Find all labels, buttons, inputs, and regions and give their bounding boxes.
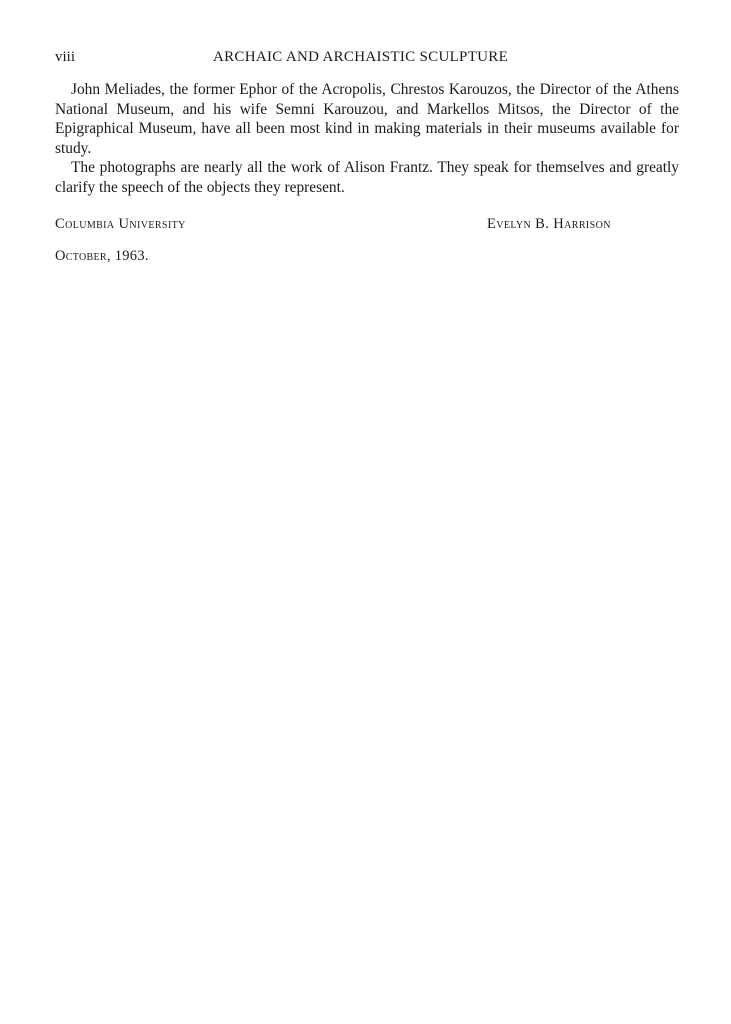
- author-name: Evelyn B. Harrison: [487, 215, 611, 232]
- paragraph-acknowledgments: John Meliades, the former Ephor of the Acropolis, Chrestos Karouzos, the Director of the Athens National Museum, and his wife Semni Karouzou, and Markellos Mitsos, the Director of the Epigraphical Museum, have all been most kind in making materials in their museums available for study.: [55, 81, 679, 157]
- signature-row: [55, 214, 679, 234]
- body-text: [55, 80, 679, 198]
- affiliation: Columbia University: [55, 215, 186, 232]
- paragraph-photographs: The photographs are nearly all the work of Alison Frantz. They speak for themselves and greatly clarify the speech of the objects they represent.: [55, 159, 679, 196]
- date-line: October, 1963.: [55, 247, 149, 264]
- page-number: viii: [55, 49, 76, 65]
- running-head: [55, 46, 679, 68]
- book-title: ARCHAIC AND ARCHAISTIC SCULPTURE: [213, 49, 509, 65]
- document-page: [55, 46, 679, 266]
